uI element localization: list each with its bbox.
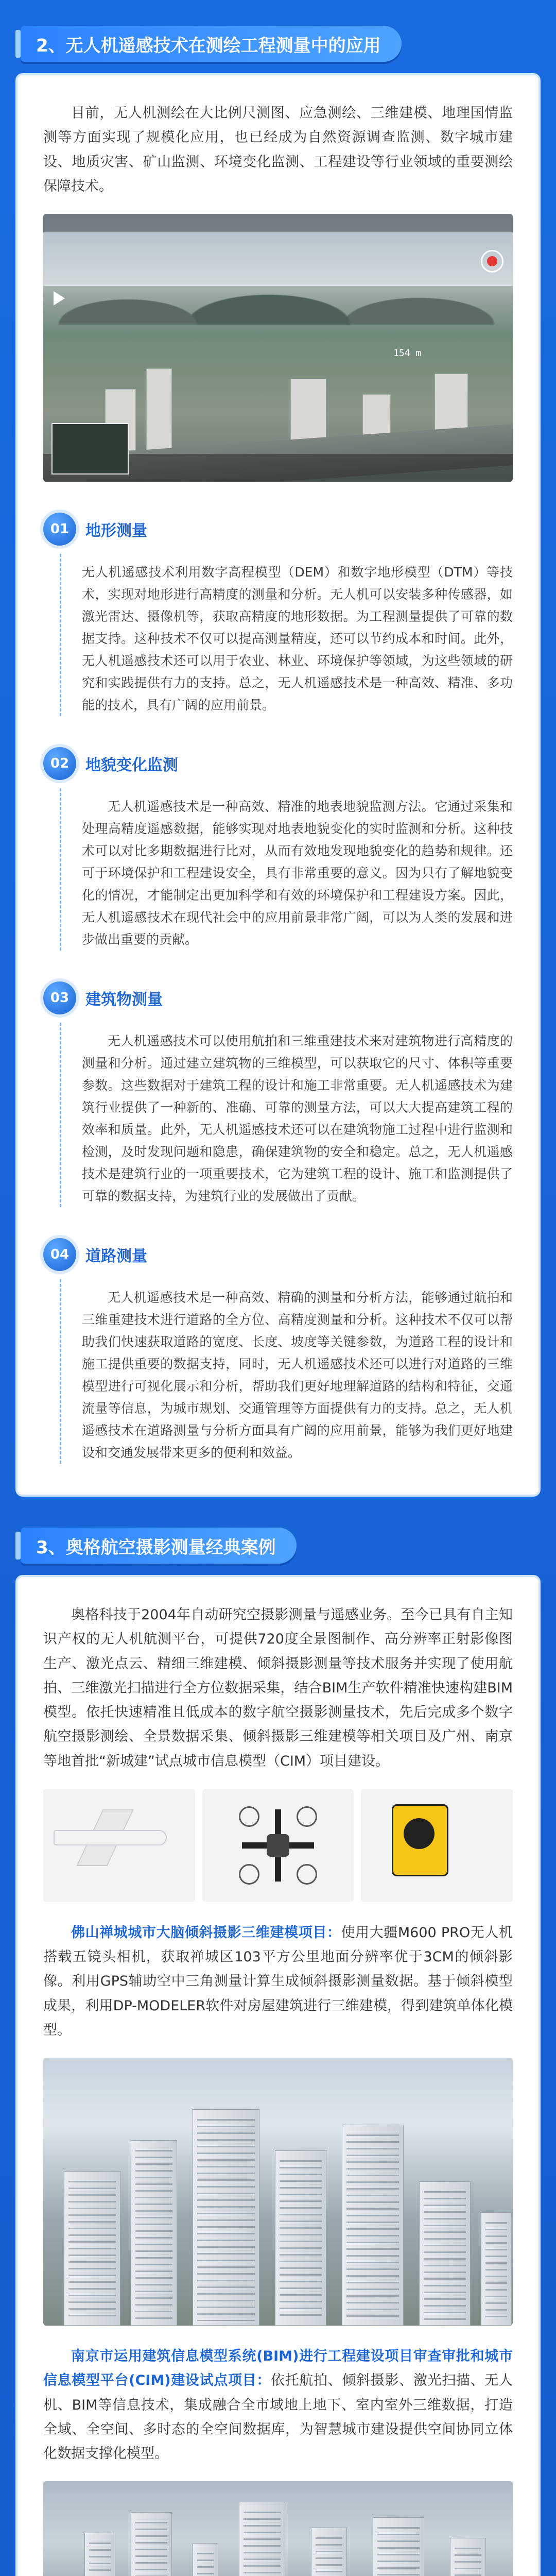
subsection-landform (43, 747, 513, 951)
section2-header (21, 26, 402, 62)
header-accent-bar (15, 1532, 21, 1560)
number-badge: 02 (43, 747, 76, 780)
oblique-3d-model-image (43, 2058, 513, 2326)
case2-paragraph (43, 2344, 513, 2466)
multirotor-drone-image (202, 1789, 354, 1902)
subsection-text: 无人机遥感技术利用数字高程模型（DEM）和数字地形模型（DTM）等技术，实现对地形进行高精度的测量和分析。无人机可以安装多种传感器，如激光雷达、摄像机等，获取高精度的地形数据。为工程测量提供了可靠的数据支持。这种技术不仅可以提高测量精度，还可以节约成本和时间。此外，无人机遥感技术还可以用于农业、林业、环境保护等领域，为这些领域的研究和实践提供有力的支持。总之，无人机遥感技术是一种高效、精准、多功能的技术，具有广阔的应用前景。 (82, 565, 513, 713)
cim-platform-image (43, 2481, 513, 2576)
laser-scanner-image (361, 1789, 513, 1902)
subsection-title: 地形测量 (85, 522, 147, 540)
subsection-title: 建筑物测量 (85, 991, 163, 1009)
case1-title: 佛山禅城城市大脑倾斜摄影三维建模项目： (71, 1924, 341, 1941)
subsection-text: 无人机遥感技术是一种高效、精确的测量和分析方法，能够通过航拍和三维重建技术进行道路的全方位、高精度测量和分析。这种技术不仅可以帮助我们快速获取道路的宽度、长度、坡度等关键参数，为道路工程的设计和施工提供重要的数据支持，同时，无人机遥感技术还可以进行对道路的三维模型进行可视化展示和分析，帮助我们更好地理解道路的结构和特征，交通流量等信息，为城市规划、交通管理等方面提供有力的支持。总之，无人机遥感技术在道路测量与分析方面具有广阔的应用前景，能够为我们更好地建设和交通发展带来更多的便利和效益。 (82, 1290, 513, 1460)
number-badge: 01 (43, 513, 76, 546)
number-badge: 03 (43, 981, 76, 1014)
case1-text: 使用大疆M600 PRO无人机搭载五镜头相机，获取禅城区103平方公里地面分辨率优于3CM的倾斜影像。利用GPS辅助空中三角测量计算生成倾斜摄影测量数据。基于倾斜模型成果，利用DP-MODELER软件对房屋建筑进行三维建模，得到建筑单体化模型。 (43, 1924, 513, 2038)
section2-intro: 目前，无人机测绘在大比例尺测图、应急测绘、三维建模、地理国情监测等方面实现了规模化应用，也已经成为自然资源调查监测、数字城市建设、地质灾害、矿山监测、环境变化监测、工程建设等行业领域的重要测绘保障技术。 (43, 105, 513, 194)
section2-title: 2、无人机遥感技术在测绘工程测量中的应用 (36, 35, 381, 56)
subsection-text: 无人机遥感技术是一种高效、精准的地表地貌监测方法。它通过采集和处理高精度遥感数据，能够实现对地表地貌变化的实时监测和分析。这种技术可以对比多期数据进行比对，从而有效地发现地貌变化的趋势和规律。还可于环境保护和工程建设安全，具有非常重要的意义。因为只有了解地貌变化的情况，才能制定出更加科学和有效的环境保护和工程建设方案。因此，无人机遥感技术在现代社会中的应用前景非常广阔，可以为人类的发展和进步做出重要的贡献。 (82, 799, 513, 947)
header-accent-bar (15, 30, 21, 58)
subsection-building (43, 981, 513, 1207)
drone-aerial-photo (43, 214, 513, 482)
case1-paragraph (43, 1921, 513, 2042)
equipment-gallery (43, 1789, 513, 1902)
subsection-title: 地貌变化监测 (85, 756, 178, 774)
section3-title: 3、奥格航空摄影测量经典案例 (36, 1537, 276, 1558)
subsection-title: 道路测量 (85, 1247, 147, 1265)
section2-card (15, 73, 541, 1497)
subsection-terrain (43, 513, 513, 716)
number-badge: 04 (43, 1238, 76, 1271)
section3-intro: 奥格科技于2004年自动研究空摄影测量与遥感业务。至今已具有自主知识产权的无人机航测平台，可提供720度全景图制作、高分辨率正射影像图生产、激光点云、精细三维建模、倾斜摄影测量等技术服务并实现了使用航拍、三维激光扫描进行全方位数据采集，结合BIM生产软件精准快速构建BIM模型。依托快速精准且低成本的数字航空摄影测量技术，先后完成多个数字航空摄影测绘、全景数据采集、倾斜摄影三维建模等相关项目及广州、南京等地首批“新城建”试点城市信息模型（CIM）项目建设。 (43, 1607, 513, 1769)
subsection-road (43, 1238, 513, 1464)
section3-card (15, 1575, 541, 2576)
case2-text: 依托航拍、倾斜摄影、激光扫描、无人机、BIM等信息技术，集成融合全市域地上地下、室内室外三维数据，打造全域、全空间、多时态的全空间数据库，为智慧城市建设提供空间协同立体化数据支撑化模型。 (43, 2372, 513, 2462)
fixed-wing-drone-image (43, 1789, 195, 1902)
hud-altitude: 154 m (393, 348, 422, 359)
subsection-text: 无人机遥感技术可以使用航拍和三维重建技术来对建筑物进行高精度的测量和分析。通过建立建筑物的三维模型，可以获取它的尺寸、体积等重要参数。这些数据对于建筑工程的设计和施工非常重要。无人机遥感技术为建筑行业提供了一种新的、准确、可靠的测量方法，可以大大提高建筑工程的效率和质量。此外，无人机遥感技术还可以在建筑物施工过程中进行监测和检测，及时发现问题和隐患，确保建筑物的安全和稳定。总之，无人机遥感技术是建筑行业的一项重要技术，它为建筑工程的设计、施工和监测提供了可靠的数据支持，为建筑行业的发展做出了贡献。 (82, 1033, 513, 1204)
section3-header (21, 1528, 297, 1564)
case2-title: 南京市运用建筑信息模型系统(BIM)进行工程建设项目审查审批和城市信息模型平台(CIM)建设试点项目： (43, 2348, 513, 2389)
